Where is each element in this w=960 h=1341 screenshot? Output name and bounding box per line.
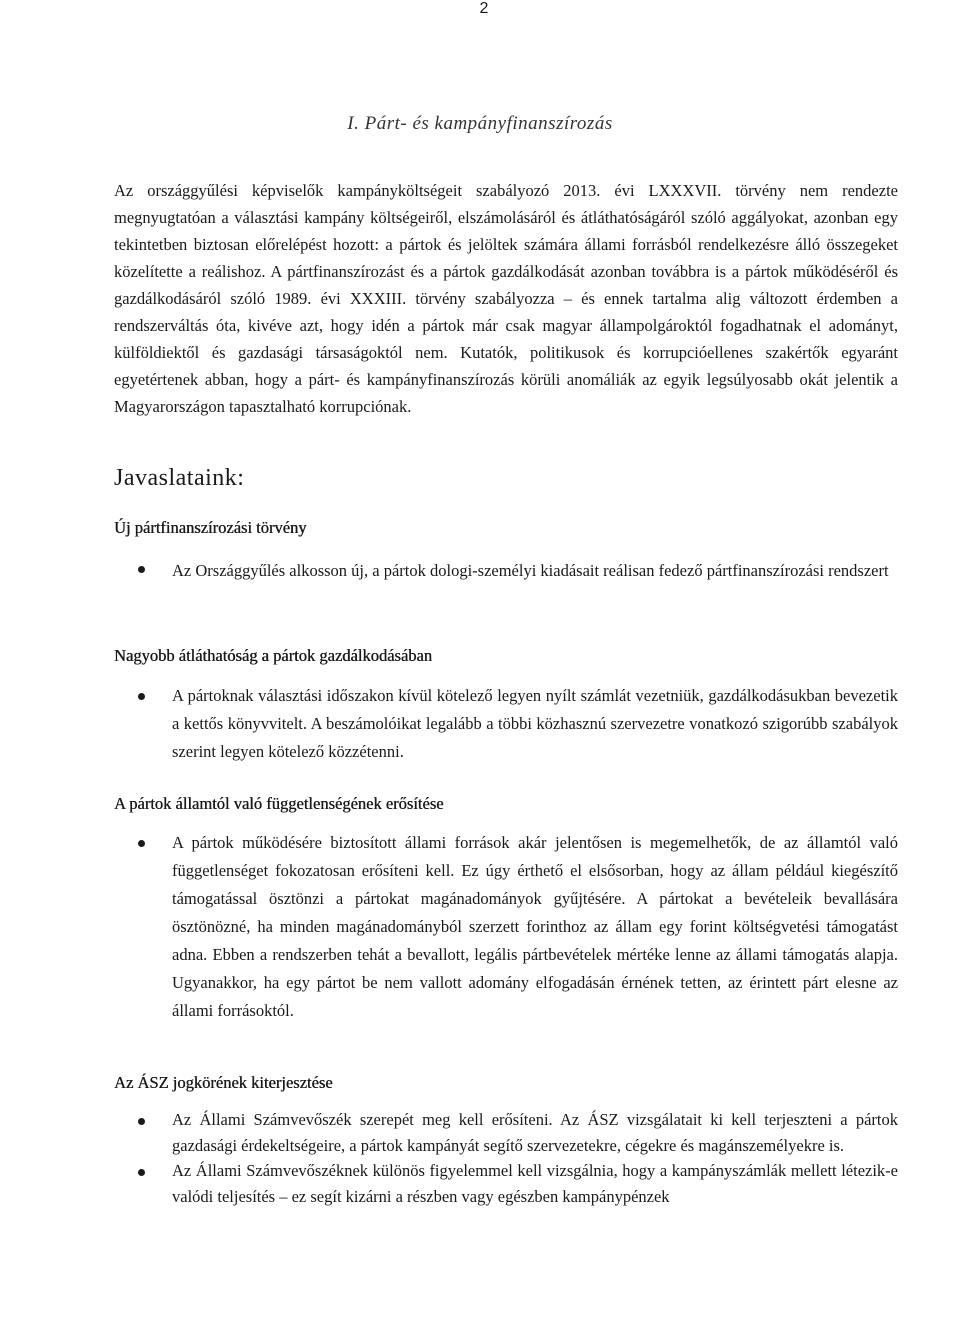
bullet-list-independence <box>114 829 898 1025</box>
list-item: A pártok működésére biztosított állami források akár jelentősen is megemelhetők, de az államtól való függetlenséget fokozatosan erősíteni kell. Ez úgy érthető el elsősorban, hogy az állam például kiegészítő támogatással ösztönzi a pártokat magánadományok gyűjtésére. A pártokat a bevételeik bevallására ösztönözné, ha minden magánadományból szerzett forinthoz az állam egy forint költségvetési támogatást adna. Ebben a rendszerben tehát a bevallott, legális pártbevételek mértéke lenne az állami támogatás alapja. Ugyanakkor, ha egy pártot be nem vallott adomány elfogadásán érnének tetten, az érintett párt elesne az állami forrásoktól. <box>114 829 898 1025</box>
list-item: A pártoknak választási időszakon kívül kötelező legyen nyílt számlát vezetniük, gazdálkodásukban bevezetik a kettős könyvvitelt. A beszámolóikat legalább a többi közhasznú szervezetre vonatkozó szigorúbb szabályok szerint legyen kötelező közzétenni. <box>114 682 898 766</box>
bullet-list-asz-scope <box>114 1107 898 1209</box>
intro-paragraph: Az országgyűlési képviselők kampányköltségeit szabályozó 2013. évi LXXXVII. törvény nem rendezte megnyugtatóan a választási kampány költségeiről, elszámolásáról és átláthatóságáról szóló aggályokat, azonban egy tekintetben biztosan előrelépést hozott: a pártok és jelöltek számára állami forrásból rendelkezésre álló összegeket közelítette a reálishoz. A pártfinanszírozást és a pártok gazdálkodását azonban továbbra is a pártok működéséről és gazdálkodásáról szóló 1989. évi XXXIII. törvény szabályozza – és ennek tartalma alig változott érdemben a rendszerváltás óta, kivéve azt, hogy idén a pártok már csak magyar állampolgároktól fogadhatnak el adományt, külföldiektől és gazdasági társaságoktól nem. Kutatók, politikusok és korrupcióellenes szakértők egyaránt egyetértenek abban, hogy a párt- és kampányfinanszírozás körüli anomáliák az egyik legsúlyosabb okát jelentik a Magyarországon tapasztalható korrupciónak. <box>114 181 898 416</box>
proposals-heading: Javaslataink: <box>114 465 245 491</box>
subheading-independence: A pártok államtól való függetlenségének erősítése <box>114 794 444 813</box>
chapter-title: I. Párt- és kampányfinanszírozás <box>347 113 613 134</box>
list-item: Az Állami Számvevőszék szerepét meg kell erősíteni. Az ÁSZ vizsgálatait ki kell terjeszteni a pártok gazdasági érdekeltségeire, a pártok kampányát segítő szervezetekre, cégekre és magánszemélyekre is. <box>114 1107 898 1158</box>
bullet-list-new-party-finance-law <box>114 555 898 586</box>
subheading-new-party-finance-law: Új pártfinanszírozási törvény <box>114 518 307 537</box>
subheading-asz-scope: Az ÁSZ jogkörének kiterjesztése <box>114 1073 333 1092</box>
list-item: Az Állami Számvevőszéknek különös figyelemmel kell vizsgálnia, hogy a kampányszámlák mellett létezik-e valódi teljesítés – ez segít kizárni a részben vagy egészben kampánypénzek <box>114 1158 898 1209</box>
page-number: 2 <box>479 0 489 17</box>
list-item: Az Országgyűlés alkosson új, a pártok dologi-személyi kiadásait reálisan fedező pártfinanszírozási rendszert <box>114 555 898 586</box>
subheading-transparency: Nagyobb átláthatóság a pártok gazdálkodásában <box>114 646 432 665</box>
bullet-list-transparency <box>114 682 898 766</box>
